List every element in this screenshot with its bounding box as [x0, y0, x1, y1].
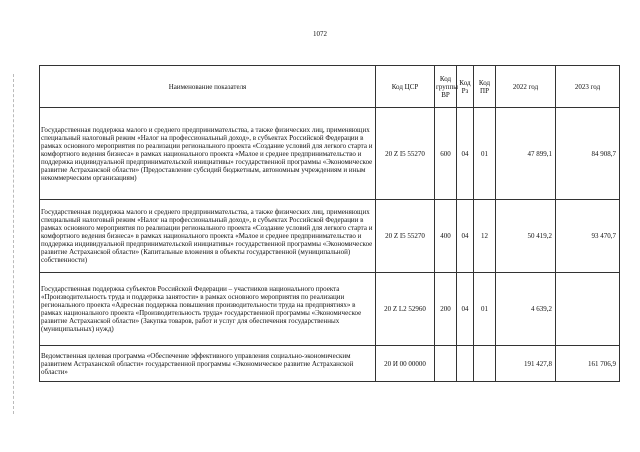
row-code-rz	[457, 346, 474, 382]
header-code-csr: Код ЦСР	[376, 66, 435, 108]
row-value-2023: 93 470,7	[556, 200, 620, 273]
table-row	[40, 200, 620, 273]
row-value-2023	[556, 273, 620, 346]
page-number: 1072	[313, 30, 327, 38]
row-name: Государственная поддержка малого и среднего предпринимательства, а также физических лиц, применяющих специальный налоговый режим «Налог на профессиональный доход», в субъектах Российской Федерации в рамках основного мероприятия по реализации регионального проекта «Создание условий для легкого старта и комфортного ведения бизнеса» в рамках национального проекта «Малое и среднее предпринимательство и поддержка индивидуальной предпринимательской инициативы» государственной программы «Экономическое развитие Астраханской области» (Капитальные вложения в объекты государственной (муниципальной) собственности)	[40, 200, 376, 273]
row-code-rz: 04	[457, 200, 474, 273]
row-code-pr: 01	[474, 108, 496, 200]
header-code-vr: Код группы ВР	[435, 66, 457, 108]
budget-table	[39, 65, 620, 382]
row-code-vr: 200	[435, 273, 457, 346]
row-value-2023: 161 706,9	[556, 346, 620, 382]
header-code-pr: Код ПР	[474, 66, 496, 108]
header-indicator: Наименование показателя	[40, 66, 376, 108]
row-value-2022: 47 899,1	[496, 108, 556, 200]
row-value-2022: 4 639,2	[496, 273, 556, 346]
row-code-rz: 04	[457, 108, 474, 200]
row-code-csr: 20 И 00 00000	[376, 346, 435, 382]
row-code-csr: 20 Z I5 55270	[376, 200, 435, 273]
row-code-pr: 01	[474, 273, 496, 346]
header-code-rz: Код Рз	[457, 66, 474, 108]
row-name: Государственная поддержка малого и среднего предпринимательства, а также физических лиц, применяющих специальный налоговый режим «Налог на профессиональный доход», в субъектах Российской Федерации в рамках основного мероприятия по реализации регионального проекта «Создание условий для легкого старта и комфортного ведения бизнеса» в рамках национального проекта «Малое и среднее предпринимательство и поддержка индивидуальной предпринимательской инициативы» государственной программы «Экономическое развитие Астраханской области» (Предоставление субсидий бюджетным, автономным учреждениям и иным некоммерческим организациям)	[40, 108, 376, 200]
table-row	[40, 346, 620, 382]
header-year-2022: 2022 год	[496, 66, 556, 108]
row-code-rz: 04	[457, 273, 474, 346]
row-name: Государственная поддержка субъектов Российской Федерации – участников национального проекта «Производительность труда и поддержка занятости» в рамках основного мероприятия по реализации регионального проекта «Адресная поддержка повышения производительности труда на предприятиях» в рамках национального проекта «Производительность труда» государственной программы «Экономическое развитие Астраханской области» (Закупка товаров, работ и услуг для обеспечения государственных (муниципальных) нужд)	[40, 273, 376, 346]
row-code-vr: 400	[435, 200, 457, 273]
row-code-csr: 20 Z L2 52960	[376, 273, 435, 346]
table-row	[40, 273, 620, 346]
table-row	[40, 108, 620, 200]
row-code-pr	[474, 346, 496, 382]
row-code-vr	[435, 346, 457, 382]
row-value-2023: 84 908,7	[556, 108, 620, 200]
row-name: Ведомственная целевая программа «Обеспечение эффективного управления социально-экономическим развитием Астраханской области» государственной программы «Экономическое развитие Астраханской области»	[40, 346, 376, 382]
row-value-2022: 50 419,2	[496, 200, 556, 273]
row-value-2022: 191 427,8	[496, 346, 556, 382]
header-year-2023: 2023 год	[556, 66, 620, 108]
table-header-row	[40, 66, 620, 108]
row-code-vr: 600	[435, 108, 457, 200]
row-code-pr: 12	[474, 200, 496, 273]
row-code-csr: 20 Z I5 55270	[376, 108, 435, 200]
margin-line	[13, 74, 14, 414]
